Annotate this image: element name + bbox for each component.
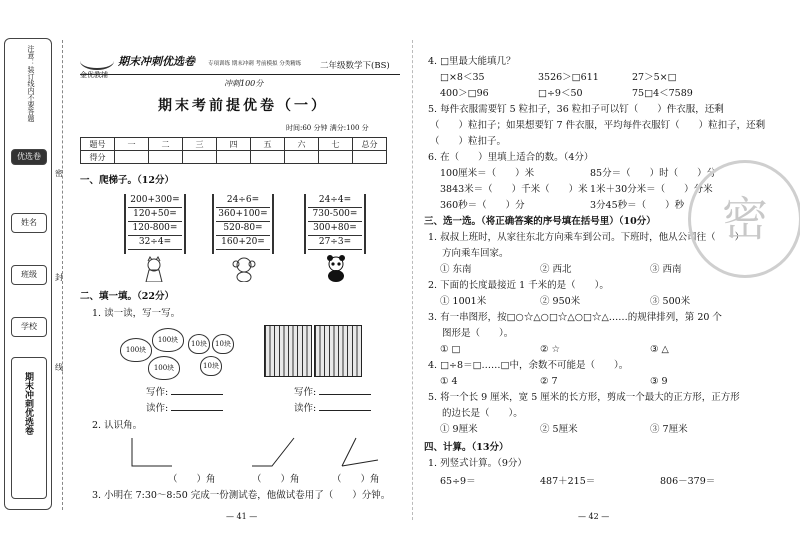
c1-line1: 1. 叔叔上班时，从家往东北方向乘车到公司。下班时，他从公司往（ ） bbox=[428, 232, 745, 243]
read-row-2 bbox=[294, 402, 371, 415]
binding-feng: 封 bbox=[55, 273, 63, 282]
page-fold-line bbox=[412, 40, 413, 520]
q4-item[interactable]: 27＞5×□ bbox=[632, 72, 677, 83]
angle-unit: 角 bbox=[370, 474, 380, 485]
exam-title: 期末考前提优卷（一） bbox=[158, 98, 328, 114]
write-answer[interactable] bbox=[319, 386, 371, 395]
score-value-row bbox=[81, 151, 387, 164]
c3-line2: 图形是（ ）。 bbox=[442, 328, 514, 339]
binding-logo: 优选卷 bbox=[11, 149, 47, 165]
c4-option[interactable]: ② 7 bbox=[540, 376, 558, 387]
score-input[interactable] bbox=[149, 151, 183, 164]
q6-item[interactable]: 1米＋30分米＝（ ）分米 bbox=[590, 184, 713, 195]
section1-title: 一、爬梯子。（12分） bbox=[80, 175, 174, 186]
score-cell: 六 bbox=[285, 138, 319, 151]
q6-text: 6. 在（ ）里填上适合的数。（4分） bbox=[428, 152, 594, 163]
score-input[interactable] bbox=[115, 151, 149, 164]
q1-text: 1. 读一读，写一写。 bbox=[92, 308, 181, 319]
k1-item[interactable]: 65÷9＝ bbox=[440, 476, 476, 487]
ladder-step[interactable]: 120-800= bbox=[128, 222, 182, 236]
bag-10-icon bbox=[212, 334, 234, 354]
angle-unit: 角 bbox=[206, 474, 216, 485]
brand-title: 期末冲刺优选卷 bbox=[118, 55, 195, 68]
ladder-step[interactable]: 120+50= bbox=[128, 208, 182, 222]
q6-item[interactable]: 100厘米＝（ ）米 bbox=[440, 168, 535, 179]
q5-line1: 5. 每件衣服需要钉 5 粒扣子，36 粒扣子可以钉（ ）件衣服，还剩 bbox=[428, 104, 724, 115]
bag-100-icon bbox=[120, 338, 152, 362]
section3-title: 三、选一选。（将正确答案的序号填在括号里）（10分） bbox=[424, 216, 656, 227]
q4-item[interactable]: 3526＞□611 bbox=[538, 72, 599, 83]
bag-label: 10块 bbox=[191, 340, 207, 348]
c5-option[interactable]: ② 5厘米 bbox=[540, 424, 578, 435]
c1-option[interactable]: ① 东南 bbox=[440, 264, 472, 275]
obtuse-angle-icon bbox=[250, 436, 296, 470]
brand-sub: 金优教辅 bbox=[80, 71, 108, 79]
q6-item[interactable]: 360秒＝（ ）分 bbox=[440, 200, 525, 211]
c4-option[interactable]: ③ 9 bbox=[650, 376, 668, 387]
c1-line2: 方向乘车回家。 bbox=[442, 248, 509, 259]
q5-line2: （ ）粒扣子；如果想要钉 7 件衣服，平均每件衣服钉（ ）粒扣子，还剩 bbox=[430, 120, 766, 131]
score-input[interactable] bbox=[285, 151, 319, 164]
class-field[interactable]: 班级 bbox=[11, 265, 47, 285]
confidential-stamp bbox=[688, 160, 800, 278]
angle-answer-3[interactable]: （ ）角 bbox=[332, 474, 380, 485]
thousand-cube-icon bbox=[264, 325, 312, 377]
c3-option[interactable]: ① □ bbox=[440, 344, 461, 355]
name-field[interactable]: 姓名 bbox=[11, 213, 47, 233]
section2-title: 二、填一填。（22分） bbox=[80, 291, 174, 302]
binding-xian: 线 bbox=[55, 363, 63, 372]
ladder-step[interactable]: 200+300= bbox=[128, 194, 182, 208]
c3-line1: 3. 有一串图形，按□○☆△○□☆△○□☆△……的规律排列，第 20 个 bbox=[428, 312, 722, 323]
read-label: 读作: bbox=[294, 403, 317, 414]
q4-item[interactable]: □×8＜35 bbox=[440, 72, 485, 83]
page-number-left: — 41 — bbox=[226, 512, 258, 521]
brand-logo-icon bbox=[80, 52, 114, 70]
bag-label: 100块 bbox=[157, 336, 179, 344]
bag-10-icon bbox=[200, 356, 222, 376]
score-cell: 题号 bbox=[81, 138, 115, 151]
q3-text: 3. 小明在 7:30～8:50 完成一份测试卷，他做试卷用了（ ）分钟。 bbox=[92, 490, 391, 501]
bottom-logo-text: 期末冲刺优选卷 bbox=[23, 372, 33, 435]
score-input[interactable] bbox=[353, 151, 387, 164]
score-cell: 七 bbox=[319, 138, 353, 151]
score-cell: 总分 bbox=[353, 138, 387, 151]
angle-answer-2[interactable]: （ ）角 bbox=[252, 474, 300, 485]
bag-100-icon bbox=[148, 356, 180, 380]
angle-unit: 角 bbox=[290, 474, 300, 485]
ladder-step[interactable]: 24÷4= bbox=[308, 194, 362, 208]
grade-label: 二年级数学下(BS) bbox=[320, 61, 390, 71]
q6-item[interactable]: 85分＝（ ）时（ ）分 bbox=[590, 168, 717, 179]
right-angle-icon bbox=[128, 436, 174, 470]
panda-icon bbox=[322, 254, 350, 282]
acute-angle-icon bbox=[340, 436, 380, 470]
score-cell: 二 bbox=[149, 138, 183, 151]
c1-option[interactable]: ③ 西南 bbox=[650, 264, 682, 275]
read-answer[interactable] bbox=[171, 402, 223, 411]
score-table bbox=[80, 137, 387, 164]
c5-option[interactable]: ① 9厘米 bbox=[440, 424, 478, 435]
c3-option[interactable]: ② ☆ bbox=[540, 344, 561, 355]
c4-text: 4. □÷8＝□……□中，余数不可能是（ ）。 bbox=[428, 360, 629, 371]
ladder-step[interactable]: 300+80= bbox=[308, 222, 362, 236]
score-cell: 四 bbox=[217, 138, 251, 151]
c2-option[interactable]: ③ 500米 bbox=[650, 296, 691, 307]
binding-mi: 密 bbox=[55, 169, 63, 178]
bag-label: 10块 bbox=[203, 362, 219, 370]
ladder-step[interactable]: 730-500= bbox=[308, 208, 362, 222]
ladder-step[interactable]: 32÷4= bbox=[128, 236, 182, 250]
q4-item[interactable]: 75□4＜7589 bbox=[632, 88, 693, 99]
bag-label: 100块 bbox=[153, 364, 175, 372]
score-cell: 五 bbox=[251, 138, 285, 151]
brand-slogans: 专项训练 期末冲刺 考前模拟 分类精练 bbox=[208, 61, 302, 67]
ladder-step[interactable]: 360+100= bbox=[216, 208, 270, 222]
bag-100-icon bbox=[152, 328, 184, 352]
header-rule bbox=[80, 74, 400, 75]
ladder-step[interactable]: 520-80= bbox=[216, 222, 270, 236]
write-row-1 bbox=[146, 386, 223, 399]
c2-option[interactable]: ② 950米 bbox=[540, 296, 581, 307]
score-input[interactable] bbox=[183, 151, 217, 164]
write-answer[interactable] bbox=[171, 386, 223, 395]
q4-text: 4. □里最大能填几？ bbox=[428, 56, 516, 67]
score-input[interactable] bbox=[319, 151, 353, 164]
time-score: 时间:60 分钟 满分:100 分 bbox=[286, 124, 369, 132]
angle-answer-1[interactable]: （ ）角 bbox=[168, 474, 216, 485]
q6-item[interactable]: 3分45秒＝（ ）秒 bbox=[590, 200, 685, 211]
c1-option[interactable]: ② 西北 bbox=[540, 264, 572, 275]
k1-text: 1. 列竖式计算。（9分） bbox=[428, 458, 527, 469]
ladder-step[interactable]: 27÷3= bbox=[308, 236, 362, 250]
read-row-1 bbox=[146, 402, 223, 415]
score-header-row bbox=[81, 138, 387, 151]
k1-item[interactable]: 806－379＝ bbox=[660, 476, 716, 487]
q5-line3: （ ）粒扣子。 bbox=[430, 136, 507, 147]
monkey-icon bbox=[230, 256, 258, 282]
c5-line1: 5. 将一个长 9 厘米，宽 5 厘米的长方形，剪成一个最大的正方形，正方形 bbox=[428, 392, 740, 403]
page-number-right: — 42 — bbox=[578, 512, 610, 521]
bag-label: 10块 bbox=[215, 340, 231, 348]
fox-icon bbox=[140, 256, 168, 282]
k1-item[interactable]: 487＋215＝ bbox=[540, 476, 596, 487]
school-field[interactable]: 学校 bbox=[11, 317, 47, 337]
c5-line2: 的边长是（ ）。 bbox=[442, 408, 523, 419]
score-input[interactable] bbox=[217, 151, 251, 164]
ladder-step[interactable]: 24÷6= bbox=[216, 194, 270, 208]
binding-notice: 注意：装订线内不要答题 bbox=[27, 45, 35, 122]
q4-item[interactable]: □÷9＜50 bbox=[538, 88, 583, 99]
c4-option[interactable]: ① 4 bbox=[440, 376, 458, 387]
thousand-cube-icon bbox=[314, 325, 362, 377]
bag-label: 100块 bbox=[125, 346, 147, 354]
stamp-char: 密 bbox=[722, 192, 768, 246]
c3-option[interactable]: ③ △ bbox=[650, 344, 669, 355]
score-cell: 三 bbox=[183, 138, 217, 151]
c2-text: 2. 下面的长度最接近 1 千米的是（ ）。 bbox=[428, 280, 609, 291]
score-label: 得分 bbox=[81, 151, 115, 164]
write-label: 写作: bbox=[294, 387, 317, 398]
binding-strip bbox=[4, 38, 52, 510]
score-input[interactable] bbox=[251, 151, 285, 164]
sprint-label: 冲刺100分 bbox=[224, 79, 264, 88]
write-label: 写作: bbox=[146, 387, 169, 398]
read-label: 读作: bbox=[146, 403, 169, 414]
bag-10-icon bbox=[188, 334, 210, 354]
q6-item[interactable]: 3843米＝（ ）千米（ ）米 bbox=[440, 184, 588, 195]
q4-item[interactable]: 400＞□96 bbox=[440, 88, 489, 99]
bottom-logo-panel bbox=[11, 357, 47, 499]
ladder-step[interactable]: 160+20= bbox=[216, 236, 270, 250]
c2-option[interactable]: ① 1001米 bbox=[440, 296, 487, 307]
read-answer[interactable] bbox=[319, 402, 371, 411]
section4-title: 四、计算。（13分） bbox=[424, 442, 509, 453]
write-row-2 bbox=[294, 386, 371, 399]
q2-text: 2. 认识角。 bbox=[92, 420, 143, 431]
score-cell: 一 bbox=[115, 138, 149, 151]
c5-option[interactable]: ③ 7厘米 bbox=[650, 424, 688, 435]
